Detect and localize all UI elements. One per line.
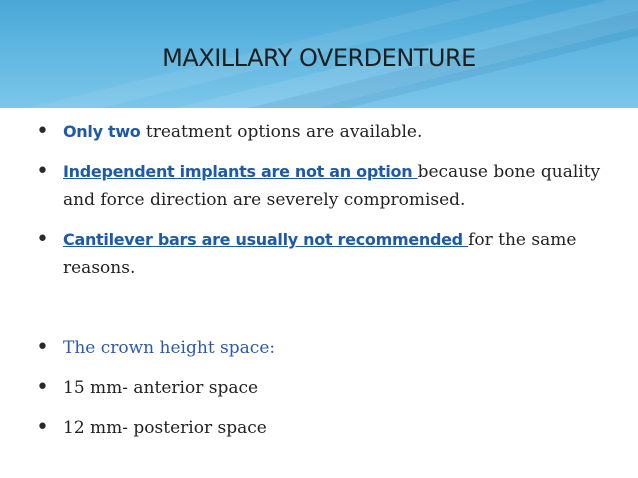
title-banner xyxy=(0,0,638,108)
bullet-item xyxy=(36,158,606,214)
bullet-text: treatment options are available. xyxy=(140,122,423,142)
bullet-highlight: Independent implants are not an option xyxy=(63,162,418,181)
bullet-text: because bone quality and force direction are severely compromised. xyxy=(63,162,601,210)
bullet-text: The crown height space: xyxy=(63,338,276,358)
bullet-item xyxy=(36,118,606,146)
bullet-list xyxy=(36,118,606,454)
bullet-text: 15 mm- anterior space xyxy=(63,378,259,398)
slide-title: MAXILLARY OVERDENTURE xyxy=(162,44,476,72)
bullet-text: 12 mm- posterior space xyxy=(63,418,267,438)
bullet-item xyxy=(36,334,606,362)
bullet-item xyxy=(36,226,606,282)
bullet-highlight: Cantilever bars are usually not recommended xyxy=(63,230,469,249)
bullet-item xyxy=(36,414,606,442)
bullet-text: for the same reasons. xyxy=(63,230,577,278)
bullet-item xyxy=(36,374,606,402)
bullet-highlight: Only two xyxy=(63,122,141,141)
